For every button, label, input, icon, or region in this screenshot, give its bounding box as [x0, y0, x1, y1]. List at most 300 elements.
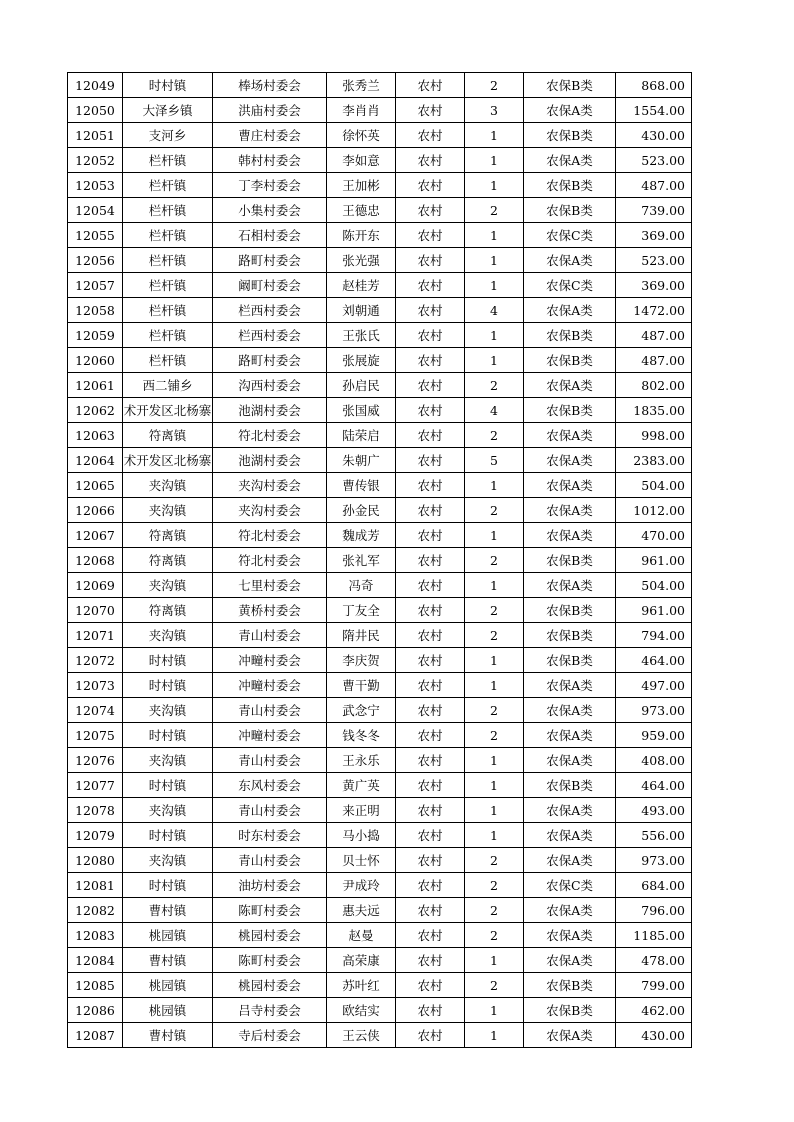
- amount-cell: 959.00: [616, 723, 692, 748]
- person-name-cell: 尹成玲: [327, 873, 396, 898]
- table-body: [68, 73, 692, 1048]
- amount-cell: 802.00: [616, 373, 692, 398]
- village-committee-cell: 丁李村委会: [213, 173, 327, 198]
- person-name-cell: 赵桂芳: [327, 273, 396, 298]
- household-count-cell: 4: [465, 298, 524, 323]
- household-count-cell: 1: [465, 1023, 524, 1048]
- village-committee-cell: 小集村委会: [213, 198, 327, 223]
- insurance-category-cell: 农保C类: [524, 273, 616, 298]
- household-count-cell: 1: [465, 473, 524, 498]
- insurance-category-cell: 农保C类: [524, 223, 616, 248]
- village-committee-cell: 栏西村委会: [213, 298, 327, 323]
- town-cell: 夹沟镇: [123, 623, 213, 648]
- residence-type-cell: 农村: [396, 1023, 465, 1048]
- amount-cell: 430.00: [616, 1023, 692, 1048]
- town-cell: 符离镇: [123, 523, 213, 548]
- table-row: [68, 348, 692, 373]
- town-cell: 时村镇: [123, 673, 213, 698]
- insurance-category-cell: 农保A类: [524, 448, 616, 473]
- person-name-cell: 陈开东: [327, 223, 396, 248]
- insurance-category-cell: 农保A类: [524, 923, 616, 948]
- amount-cell: 487.00: [616, 173, 692, 198]
- village-committee-cell: 时东村委会: [213, 823, 327, 848]
- amount-cell: 1472.00: [616, 298, 692, 323]
- town-cell: 曹村镇: [123, 948, 213, 973]
- household-count-cell: 1: [465, 123, 524, 148]
- table-row: [68, 123, 692, 148]
- residence-type-cell: 农村: [396, 573, 465, 598]
- household-count-cell: 1: [465, 348, 524, 373]
- table-row: [68, 448, 692, 473]
- record-id-cell: 12072: [68, 648, 123, 673]
- residence-type-cell: 农村: [396, 198, 465, 223]
- record-id-cell: 12059: [68, 323, 123, 348]
- person-name-cell: 苏叶红: [327, 973, 396, 998]
- residence-type-cell: 农村: [396, 723, 465, 748]
- town-cell: 时村镇: [123, 73, 213, 98]
- town-cell: 桃园镇: [123, 998, 213, 1023]
- person-name-cell: 王加彬: [327, 173, 396, 198]
- household-count-cell: 1: [465, 998, 524, 1023]
- town-cell: 夹沟镇: [123, 473, 213, 498]
- amount-cell: 408.00: [616, 748, 692, 773]
- household-count-cell: 2: [465, 423, 524, 448]
- town-cell: 时村镇: [123, 873, 213, 898]
- record-id-cell: 12078: [68, 798, 123, 823]
- amount-cell: 739.00: [616, 198, 692, 223]
- residence-type-cell: 农村: [396, 873, 465, 898]
- record-id-cell: 12084: [68, 948, 123, 973]
- insurance-category-cell: 农保B类: [524, 773, 616, 798]
- village-committee-cell: 青山村委会: [213, 798, 327, 823]
- town-cell: 栏杆镇: [123, 148, 213, 173]
- person-name-cell: 刘朝通: [327, 298, 396, 323]
- residence-type-cell: 农村: [396, 498, 465, 523]
- household-count-cell: 3: [465, 98, 524, 123]
- table-row: [68, 423, 692, 448]
- household-count-cell: 1: [465, 273, 524, 298]
- record-id-cell: 12077: [68, 773, 123, 798]
- residence-type-cell: 农村: [396, 798, 465, 823]
- residence-type-cell: 农村: [396, 98, 465, 123]
- record-id-cell: 12056: [68, 248, 123, 273]
- record-id-cell: 12080: [68, 848, 123, 873]
- person-name-cell: 徐怀英: [327, 123, 396, 148]
- town-cell: 夹沟镇: [123, 798, 213, 823]
- residence-type-cell: 农村: [396, 823, 465, 848]
- insurance-category-cell: 农保B类: [524, 398, 616, 423]
- record-id-cell: 12061: [68, 373, 123, 398]
- amount-cell: 470.00: [616, 523, 692, 548]
- town-cell: 术开发区北杨寨: [123, 448, 213, 473]
- village-committee-cell: 冲疃村委会: [213, 723, 327, 748]
- amount-cell: 369.00: [616, 223, 692, 248]
- residence-type-cell: 农村: [396, 648, 465, 673]
- insurance-category-cell: 农保A类: [524, 748, 616, 773]
- residence-type-cell: 农村: [396, 273, 465, 298]
- person-name-cell: 贝士怀: [327, 848, 396, 873]
- record-id-cell: 12065: [68, 473, 123, 498]
- person-name-cell: 曹传银: [327, 473, 396, 498]
- residence-type-cell: 农村: [396, 673, 465, 698]
- table-row: [68, 998, 692, 1023]
- person-name-cell: 李庆贺: [327, 648, 396, 673]
- residence-type-cell: 农村: [396, 373, 465, 398]
- household-count-cell: 4: [465, 398, 524, 423]
- record-id-cell: 12057: [68, 273, 123, 298]
- table-row: [68, 598, 692, 623]
- residence-type-cell: 农村: [396, 323, 465, 348]
- household-count-cell: 1: [465, 798, 524, 823]
- residence-type-cell: 农村: [396, 848, 465, 873]
- residence-type-cell: 农村: [396, 898, 465, 923]
- table-row: [68, 648, 692, 673]
- insurance-category-cell: 农保A类: [524, 373, 616, 398]
- household-count-cell: 2: [465, 923, 524, 948]
- table-row: [68, 273, 692, 298]
- table-row: [68, 773, 692, 798]
- amount-cell: 556.00: [616, 823, 692, 848]
- amount-cell: 2383.00: [616, 448, 692, 473]
- amount-cell: 493.00: [616, 798, 692, 823]
- town-cell: 术开发区北杨寨: [123, 398, 213, 423]
- table-row: [68, 373, 692, 398]
- table-row: [68, 923, 692, 948]
- table-row: [68, 673, 692, 698]
- record-id-cell: 12086: [68, 998, 123, 1023]
- residence-type-cell: 农村: [396, 448, 465, 473]
- table-row: [68, 98, 692, 123]
- insurance-category-cell: 农保B类: [524, 73, 616, 98]
- town-cell: 夹沟镇: [123, 848, 213, 873]
- town-cell: 栏杆镇: [123, 248, 213, 273]
- table-row: [68, 323, 692, 348]
- town-cell: 符离镇: [123, 548, 213, 573]
- village-committee-cell: 符北村委会: [213, 523, 327, 548]
- town-cell: 栏杆镇: [123, 348, 213, 373]
- household-count-cell: 2: [465, 548, 524, 573]
- person-name-cell: 冯奇: [327, 573, 396, 598]
- residence-type-cell: 农村: [396, 298, 465, 323]
- amount-cell: 504.00: [616, 573, 692, 598]
- table-row: [68, 248, 692, 273]
- amount-cell: 1554.00: [616, 98, 692, 123]
- record-id-cell: 12053: [68, 173, 123, 198]
- amount-cell: 868.00: [616, 73, 692, 98]
- village-committee-cell: 路町村委会: [213, 348, 327, 373]
- household-count-cell: 2: [465, 498, 524, 523]
- residence-type-cell: 农村: [396, 423, 465, 448]
- residence-type-cell: 农村: [396, 123, 465, 148]
- insurance-category-cell: 农保B类: [524, 998, 616, 1023]
- village-committee-cell: 东风村委会: [213, 773, 327, 798]
- record-id-cell: 12069: [68, 573, 123, 598]
- person-name-cell: 孙启民: [327, 373, 396, 398]
- town-cell: 栏杆镇: [123, 173, 213, 198]
- table-row: [68, 748, 692, 773]
- person-name-cell: 丁友全: [327, 598, 396, 623]
- town-cell: 时村镇: [123, 648, 213, 673]
- town-cell: 夹沟镇: [123, 748, 213, 773]
- household-count-cell: 1: [465, 823, 524, 848]
- insurance-category-cell: 农保B类: [524, 123, 616, 148]
- person-name-cell: 李如意: [327, 148, 396, 173]
- village-committee-cell: 油坊村委会: [213, 873, 327, 898]
- person-name-cell: 钱冬冬: [327, 723, 396, 748]
- village-committee-cell: 阚町村委会: [213, 273, 327, 298]
- town-cell: 桃园镇: [123, 923, 213, 948]
- village-committee-cell: 夹沟村委会: [213, 498, 327, 523]
- person-name-cell: 张光强: [327, 248, 396, 273]
- insurance-category-cell: 农保C类: [524, 873, 616, 898]
- record-id-cell: 12074: [68, 698, 123, 723]
- village-committee-cell: 青山村委会: [213, 748, 327, 773]
- amount-cell: 961.00: [616, 548, 692, 573]
- village-committee-cell: 符北村委会: [213, 423, 327, 448]
- person-name-cell: 张展旋: [327, 348, 396, 373]
- household-count-cell: 2: [465, 198, 524, 223]
- person-name-cell: 王永乐: [327, 748, 396, 773]
- insurance-category-cell: 农保A类: [524, 498, 616, 523]
- amount-cell: 523.00: [616, 148, 692, 173]
- household-count-cell: 1: [465, 523, 524, 548]
- village-committee-cell: 陈町村委会: [213, 948, 327, 973]
- town-cell: 西二铺乡: [123, 373, 213, 398]
- amount-cell: 478.00: [616, 948, 692, 973]
- household-count-cell: 2: [465, 898, 524, 923]
- table-row: [68, 848, 692, 873]
- table-row: [68, 873, 692, 898]
- table-row: [68, 198, 692, 223]
- person-name-cell: 赵曼: [327, 923, 396, 948]
- table-row: [68, 898, 692, 923]
- household-count-cell: 2: [465, 723, 524, 748]
- record-id-cell: 12083: [68, 923, 123, 948]
- town-cell: 栏杆镇: [123, 298, 213, 323]
- village-committee-cell: 棒场村委会: [213, 73, 327, 98]
- insurance-category-cell: 农保A类: [524, 248, 616, 273]
- town-cell: 夹沟镇: [123, 698, 213, 723]
- village-committee-cell: 冲疃村委会: [213, 648, 327, 673]
- village-committee-cell: 池湖村委会: [213, 448, 327, 473]
- record-id-cell: 12071: [68, 623, 123, 648]
- residence-type-cell: 农村: [396, 748, 465, 773]
- table-row: [68, 698, 692, 723]
- table-row: [68, 1023, 692, 1048]
- insurance-category-cell: 农保A类: [524, 298, 616, 323]
- insurance-category-cell: 农保A类: [524, 898, 616, 923]
- insurance-category-cell: 农保A类: [524, 423, 616, 448]
- amount-cell: 504.00: [616, 473, 692, 498]
- household-count-cell: 1: [465, 323, 524, 348]
- residence-type-cell: 农村: [396, 598, 465, 623]
- amount-cell: 796.00: [616, 898, 692, 923]
- person-name-cell: 张秀兰: [327, 73, 396, 98]
- village-committee-cell: 吕寺村委会: [213, 998, 327, 1023]
- town-cell: 符离镇: [123, 598, 213, 623]
- residence-type-cell: 农村: [396, 223, 465, 248]
- amount-cell: 794.00: [616, 623, 692, 648]
- amount-cell: 1835.00: [616, 398, 692, 423]
- town-cell: 夹沟镇: [123, 498, 213, 523]
- table-row: [68, 948, 692, 973]
- person-name-cell: 王云侠: [327, 1023, 396, 1048]
- village-committee-cell: 桃园村委会: [213, 973, 327, 998]
- amount-cell: 998.00: [616, 423, 692, 448]
- household-count-cell: 1: [465, 948, 524, 973]
- record-id-cell: 12060: [68, 348, 123, 373]
- residence-type-cell: 农村: [396, 548, 465, 573]
- insurance-category-cell: 农保B类: [524, 598, 616, 623]
- record-id-cell: 12070: [68, 598, 123, 623]
- table-row: [68, 148, 692, 173]
- record-id-cell: 12067: [68, 523, 123, 548]
- village-committee-cell: 洪庙村委会: [213, 98, 327, 123]
- town-cell: 夹沟镇: [123, 573, 213, 598]
- person-name-cell: 惠夫远: [327, 898, 396, 923]
- amount-cell: 799.00: [616, 973, 692, 998]
- table-row: [68, 223, 692, 248]
- insurance-category-cell: 农保B类: [524, 623, 616, 648]
- amount-cell: 961.00: [616, 598, 692, 623]
- amount-cell: 1185.00: [616, 923, 692, 948]
- insurance-category-cell: 农保A类: [524, 673, 616, 698]
- record-id-cell: 12062: [68, 398, 123, 423]
- person-name-cell: 李肖肖: [327, 98, 396, 123]
- household-count-cell: 2: [465, 973, 524, 998]
- household-count-cell: 2: [465, 623, 524, 648]
- person-name-cell: 曹干勤: [327, 673, 396, 698]
- person-name-cell: 张国威: [327, 398, 396, 423]
- insurance-category-cell: 农保A类: [524, 523, 616, 548]
- record-id-cell: 12079: [68, 823, 123, 848]
- village-committee-cell: 七里村委会: [213, 573, 327, 598]
- record-id-cell: 12055: [68, 223, 123, 248]
- insurance-category-cell: 农保A类: [524, 573, 616, 598]
- table-row: [68, 473, 692, 498]
- person-name-cell: 魏成芳: [327, 523, 396, 548]
- record-id-cell: 12075: [68, 723, 123, 748]
- household-count-cell: 1: [465, 248, 524, 273]
- residence-type-cell: 农村: [396, 348, 465, 373]
- residence-type-cell: 农村: [396, 473, 465, 498]
- amount-cell: 1012.00: [616, 498, 692, 523]
- person-name-cell: 张礼军: [327, 548, 396, 573]
- residence-type-cell: 农村: [396, 248, 465, 273]
- household-count-cell: 1: [465, 748, 524, 773]
- household-count-cell: 2: [465, 698, 524, 723]
- person-name-cell: 陆荣启: [327, 423, 396, 448]
- insurance-category-cell: 农保B类: [524, 548, 616, 573]
- record-id-cell: 12054: [68, 198, 123, 223]
- village-committee-cell: 池湖村委会: [213, 398, 327, 423]
- village-committee-cell: 寺后村委会: [213, 1023, 327, 1048]
- record-id-cell: 12051: [68, 123, 123, 148]
- insurance-category-cell: 农保B类: [524, 973, 616, 998]
- household-count-cell: 2: [465, 373, 524, 398]
- amount-cell: 369.00: [616, 273, 692, 298]
- table-row: [68, 548, 692, 573]
- table-row: [68, 798, 692, 823]
- town-cell: 时村镇: [123, 773, 213, 798]
- record-id-cell: 12076: [68, 748, 123, 773]
- amount-cell: 497.00: [616, 673, 692, 698]
- record-id-cell: 12052: [68, 148, 123, 173]
- household-count-cell: 1: [465, 573, 524, 598]
- record-id-cell: 12058: [68, 298, 123, 323]
- person-name-cell: 王张氏: [327, 323, 396, 348]
- residence-type-cell: 农村: [396, 623, 465, 648]
- table-row: [68, 623, 692, 648]
- village-committee-cell: 陈町村委会: [213, 898, 327, 923]
- town-cell: 时村镇: [123, 723, 213, 748]
- record-id-cell: 12085: [68, 973, 123, 998]
- record-id-cell: 12063: [68, 423, 123, 448]
- household-count-cell: 1: [465, 223, 524, 248]
- insurance-category-cell: 农保A类: [524, 473, 616, 498]
- record-id-cell: 12066: [68, 498, 123, 523]
- town-cell: 栏杆镇: [123, 273, 213, 298]
- record-id-cell: 12087: [68, 1023, 123, 1048]
- insurance-category-cell: 农保B类: [524, 648, 616, 673]
- person-name-cell: 武念宁: [327, 698, 396, 723]
- insurance-category-cell: 农保B类: [524, 198, 616, 223]
- insurance-category-cell: 农保A类: [524, 723, 616, 748]
- record-id-cell: 12073: [68, 673, 123, 698]
- person-name-cell: 来正明: [327, 798, 396, 823]
- table-row: [68, 523, 692, 548]
- town-cell: 栏杆镇: [123, 198, 213, 223]
- village-committee-cell: 桃园村委会: [213, 923, 327, 948]
- record-id-cell: 12082: [68, 898, 123, 923]
- person-name-cell: 孙金民: [327, 498, 396, 523]
- table-row: [68, 298, 692, 323]
- person-name-cell: 欧结实: [327, 998, 396, 1023]
- amount-cell: 973.00: [616, 848, 692, 873]
- insurance-category-cell: 农保A类: [524, 148, 616, 173]
- table-row: [68, 573, 692, 598]
- data-table: [67, 72, 692, 1048]
- table-row: [68, 973, 692, 998]
- record-id-cell: 12068: [68, 548, 123, 573]
- amount-cell: 973.00: [616, 698, 692, 723]
- village-committee-cell: 石相村委会: [213, 223, 327, 248]
- table-row: [68, 398, 692, 423]
- person-name-cell: 隋井民: [327, 623, 396, 648]
- record-id-cell: 12049: [68, 73, 123, 98]
- village-committee-cell: 黄桥村委会: [213, 598, 327, 623]
- residence-type-cell: 农村: [396, 173, 465, 198]
- residence-type-cell: 农村: [396, 398, 465, 423]
- amount-cell: 523.00: [616, 248, 692, 273]
- village-committee-cell: 青山村委会: [213, 623, 327, 648]
- village-committee-cell: 韩村村委会: [213, 148, 327, 173]
- household-count-cell: 1: [465, 648, 524, 673]
- household-count-cell: 5: [465, 448, 524, 473]
- amount-cell: 487.00: [616, 348, 692, 373]
- insurance-category-cell: 农保B类: [524, 323, 616, 348]
- village-committee-cell: 青山村委会: [213, 848, 327, 873]
- town-cell: 桃园镇: [123, 973, 213, 998]
- amount-cell: 487.00: [616, 323, 692, 348]
- amount-cell: 684.00: [616, 873, 692, 898]
- insurance-category-cell: 农保A类: [524, 948, 616, 973]
- table-row: [68, 498, 692, 523]
- residence-type-cell: 农村: [396, 998, 465, 1023]
- village-committee-cell: 夹沟村委会: [213, 473, 327, 498]
- town-cell: 大泽乡镇: [123, 98, 213, 123]
- record-id-cell: 12050: [68, 98, 123, 123]
